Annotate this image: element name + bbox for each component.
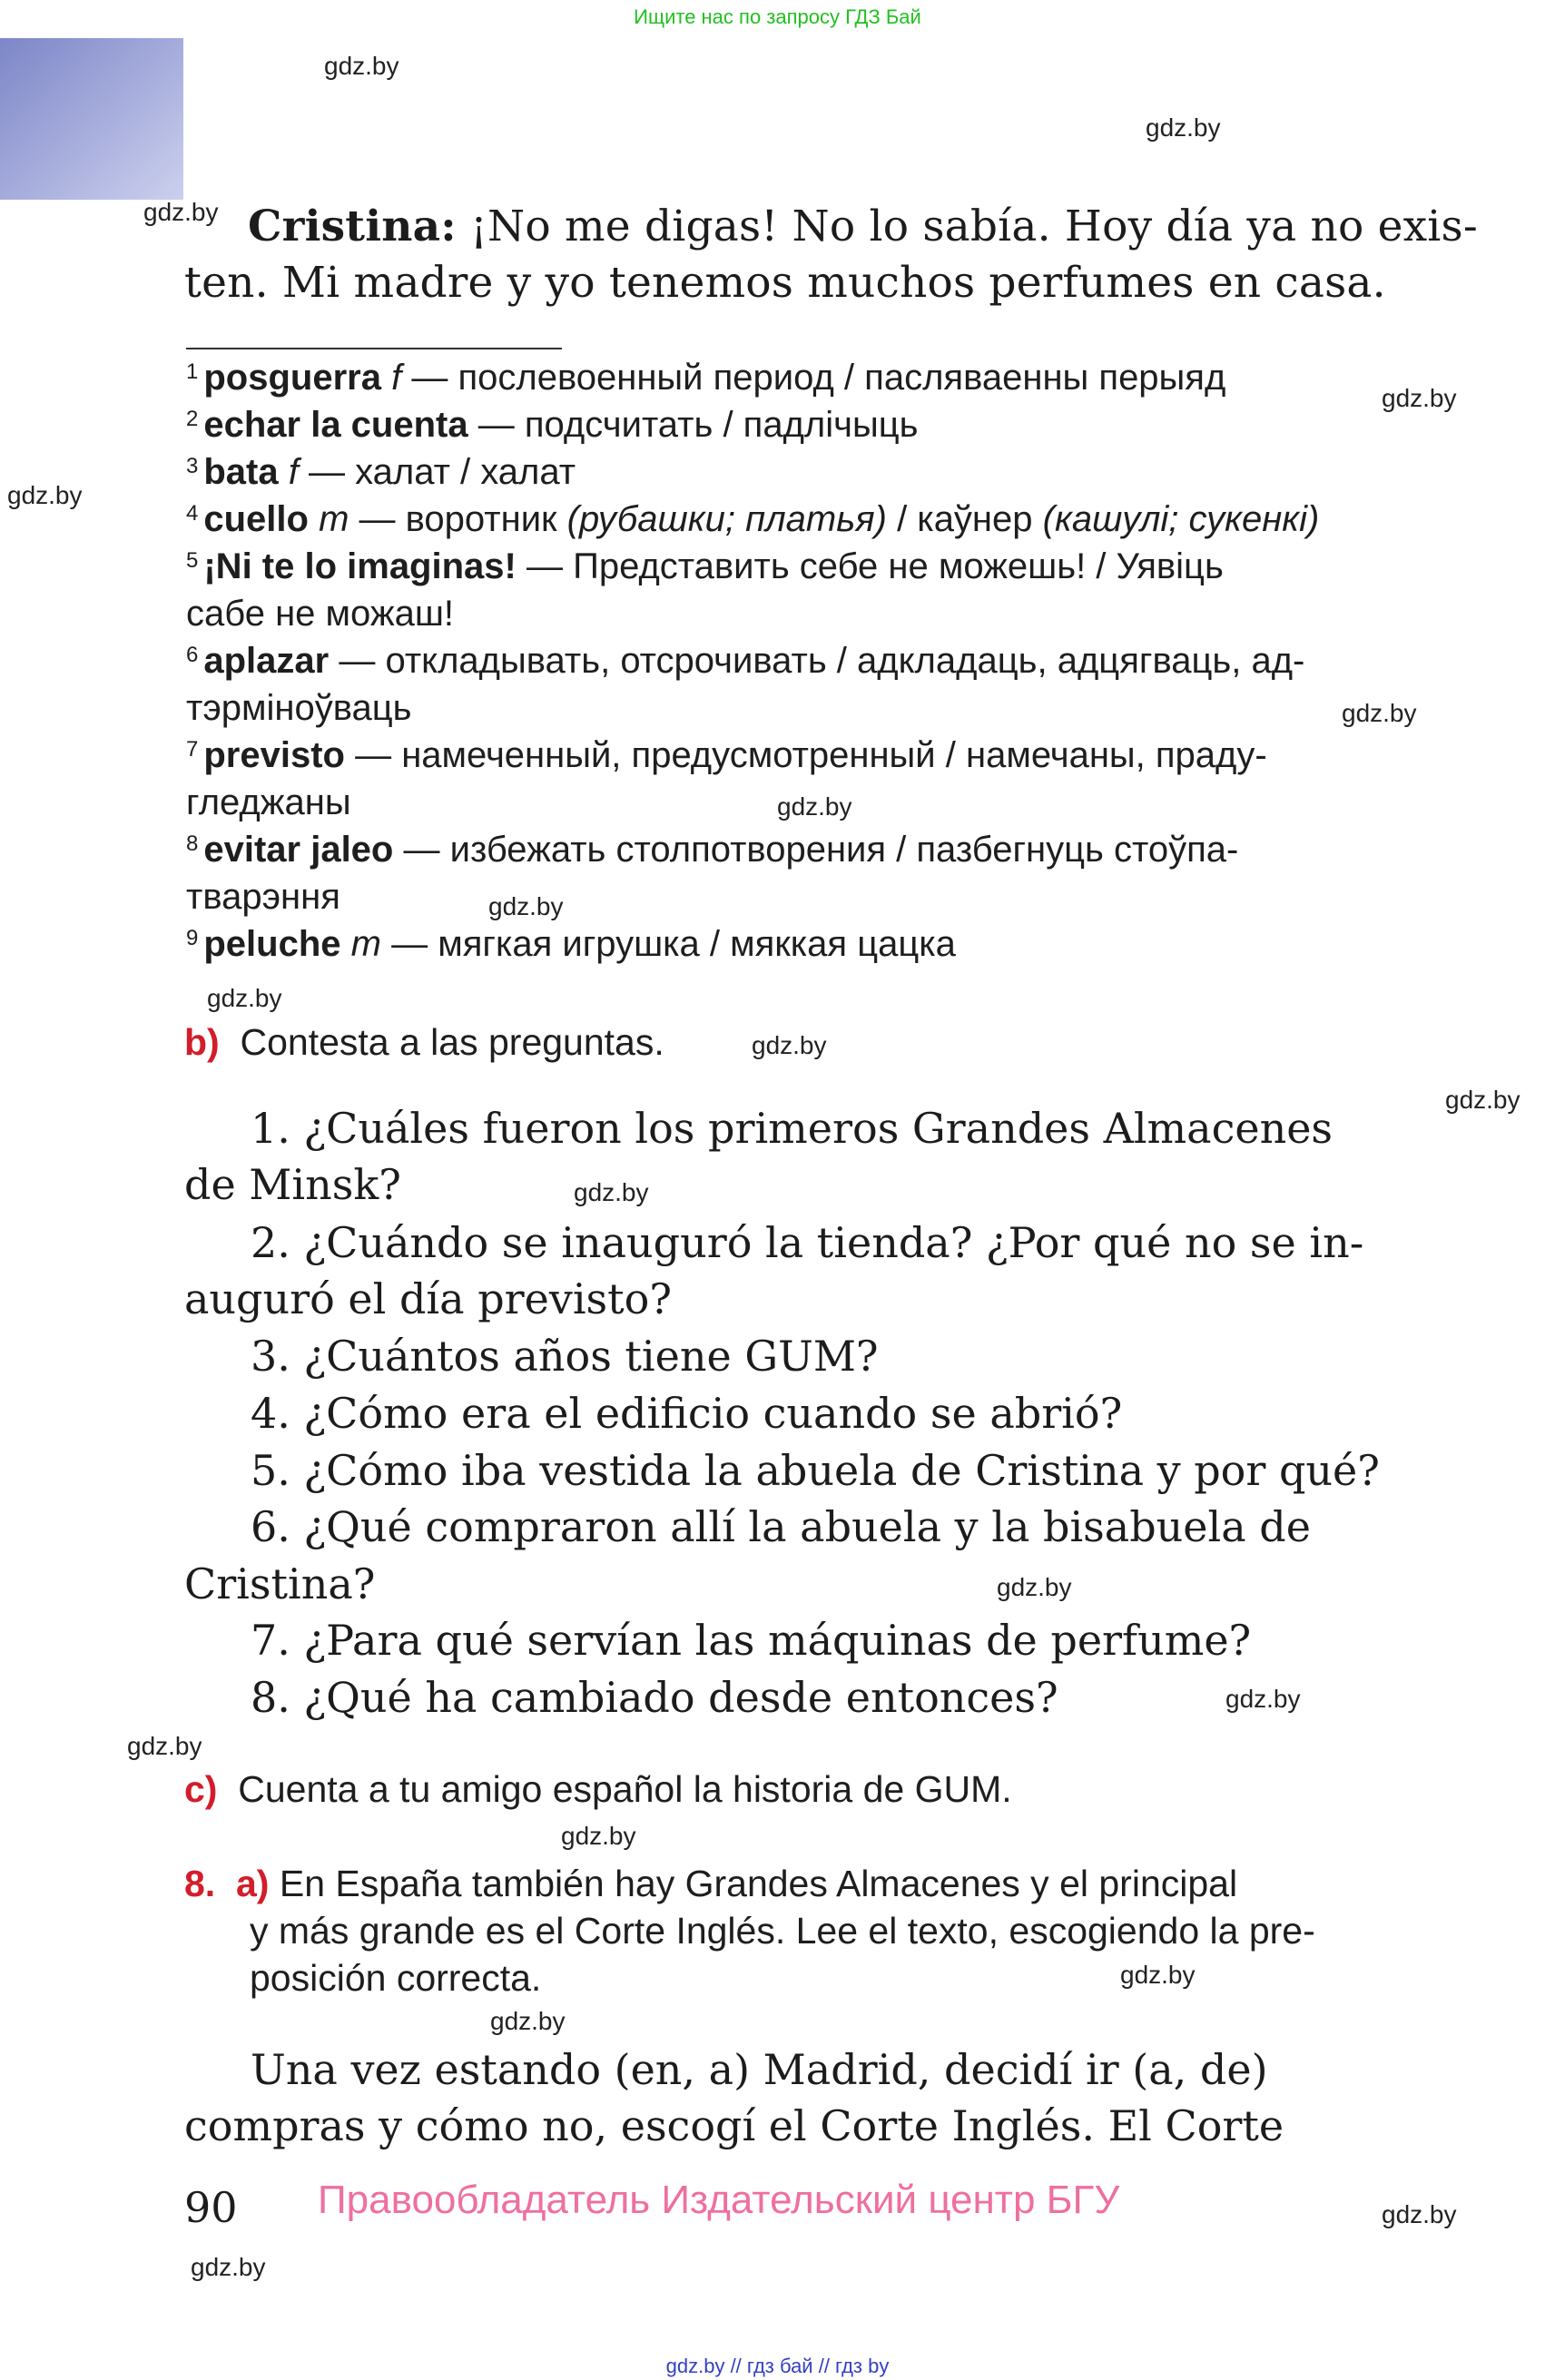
task-b-label: b) — [184, 1021, 220, 1063]
watermark: gdz.by — [574, 1178, 649, 1206]
watermark: gdz.by — [7, 481, 83, 509]
watermark: gdz.by — [490, 2007, 566, 2035]
corner-decoration — [0, 38, 183, 200]
watermark: gdz.by — [324, 52, 399, 80]
question-1-cont: de Minsk? — [184, 1160, 401, 1209]
speaker-name: Cristina: — [248, 202, 457, 251]
top-banner[interactable]: Ищите нас по запросу ГДЗ Бай — [634, 5, 921, 28]
watermark: gdz.by — [1146, 113, 1221, 142]
footnote-9: $^9$ peluche m — мягкая игрушка / мяккая цацка — [186, 924, 956, 964]
footnote-6-cont: тэрміноўваць — [186, 688, 412, 728]
footnote-4: $^4$ cuello m — воротник (рубашки; платья) / каўнер (кашулі; сукенкі) — [186, 499, 1320, 539]
footnote-5-cont: сабе не можаш! — [186, 594, 455, 634]
watermark: gdz.by — [207, 984, 282, 1012]
reading-line-1: Una vez estando (en, a) Madrid, decidí ir (a, de) — [251, 2045, 1268, 2094]
footnote-3: $^3$ bata f — халат / халат — [186, 452, 576, 492]
watermark: gdz.by — [777, 792, 852, 821]
footnote-7-cont: гледжаны — [186, 782, 351, 822]
exercise-8-line-2: y más grande es el Corte Inglés. Lee el texto, escogiendo la pre- — [250, 1910, 1315, 1952]
exercise-8-line-1: 8. a) En España también hay Grandes Almacenes y el principal — [184, 1863, 1238, 1904]
watermark: gdz.by — [1445, 1086, 1521, 1114]
exercise-8-label: a) — [236, 1863, 270, 1904]
question-7: 7. ¿Para qué servían las máquinas de perfume? — [251, 1616, 1252, 1665]
bottom-links[interactable]: gdz.by // гдз бай // гдз by — [665, 2355, 890, 2377]
rights-holder: Правообладатель Издательский центр БГУ — [318, 2178, 1120, 2222]
question-6: 6. ¿Qué compraron allí la abuela y la bisabuela de — [251, 1502, 1311, 1551]
watermark: gdz.by — [752, 1031, 827, 1059]
watermark: gdz.by — [488, 892, 564, 920]
footnote-separator — [186, 348, 562, 349]
footnote-7: $^7$ previsto — намеченный, предусмотренный / намечаны, праду- — [186, 735, 1267, 775]
watermark: gdz.by — [1342, 699, 1417, 727]
watermark: gdz.by — [561, 1822, 636, 1850]
watermark: gdz.by — [143, 198, 219, 226]
dialog-line-1: Cristina: ¡No me digas! No lo sabía. Hoy día ya no exis- — [248, 202, 1478, 251]
task-c-label: c) — [184, 1768, 218, 1810]
watermark: gdz.by — [191, 2253, 266, 2281]
watermark: gdz.by — [1120, 1961, 1196, 1989]
page-number: 90 — [184, 2183, 238, 2232]
watermark: gdz.by — [1382, 2200, 1457, 2228]
exercise-8-line-3: posición correcta. — [250, 1957, 542, 1999]
question-5: 5. ¿Cómo iba vestida la abuela de Cristina y por qué? — [251, 1446, 1380, 1495]
question-2-cont: auguró el día previsto? — [184, 1274, 672, 1323]
question-8: 8. ¿Qué ha cambiado desde entonces? — [251, 1673, 1058, 1722]
task-c: c) Cuenta a tu amigo español la historia de GUM. — [184, 1768, 1012, 1810]
watermark: gdz.by — [1225, 1685, 1301, 1713]
question-2: 2. ¿Cuándo se inauguró la tienda? ¿Por qué no se in- — [251, 1218, 1364, 1267]
footnote-6: $^6$ aplazar — откладывать, отсрочивать / адкладаць, адцягваць, ад- — [186, 641, 1305, 681]
reading-line-2: compras y cómo no, escogí el Corte Inglés. El Corte — [184, 2101, 1284, 2150]
footnote-2: $^2$ echar la cuenta — подсчитать / падлічыць — [186, 405, 919, 445]
question-1: 1. ¿Cuáles fueron los primeros Grandes Almacenes — [251, 1104, 1334, 1153]
watermark: gdz.by — [1382, 384, 1457, 412]
footnote-8-cont: тварэння — [186, 877, 340, 917]
watermark: gdz.by — [127, 1732, 202, 1760]
footnote-8: $^8$ evitar jaleo — избежать столпотворения / пазбегнуць стоўпа- — [186, 830, 1239, 870]
task-b: b) Contesta a las preguntas. — [184, 1021, 664, 1063]
dialog-line-2: ten. Mi madre y yo tenemos muchos perfumes en casa. — [184, 258, 1386, 308]
exercise-number: 8. — [184, 1863, 216, 1904]
question-3: 3. ¿Cuántos años tiene GUM? — [251, 1332, 879, 1381]
footnote-1: $^1$ posguerra f — послевоенный период / пасляваенны перыяд — [186, 358, 1226, 398]
question-6-cont: Cristina? — [184, 1559, 376, 1608]
watermark: gdz.by — [997, 1573, 1072, 1601]
footnote-5: $^5$ ¡Ni te lo imaginas! — Представить себе не можешь! / Уявіць — [186, 546, 1224, 586]
question-4: 4. ¿Cómo era el edificio cuando se abrió? — [251, 1389, 1123, 1438]
